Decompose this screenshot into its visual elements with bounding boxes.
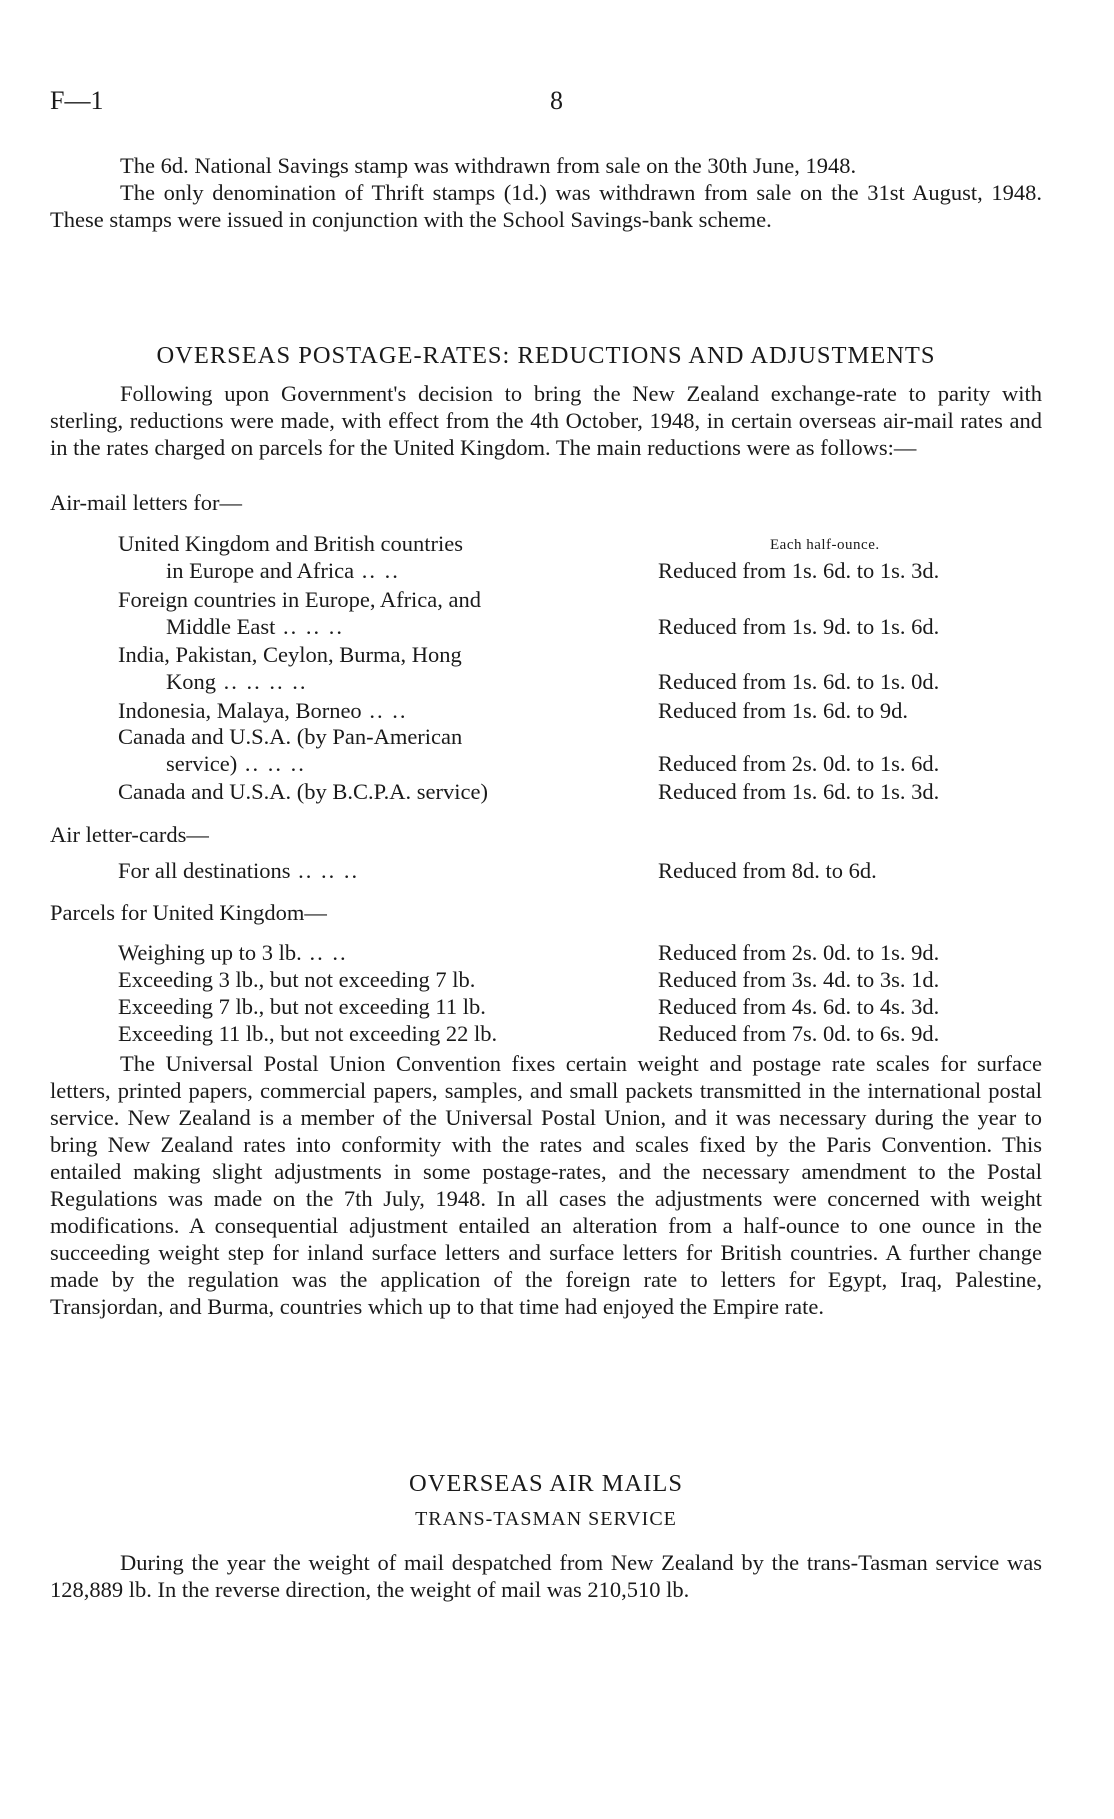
parcel-weight: Weighing up to 3 lb. xyxy=(118,940,302,965)
subheading-trans-tasman: TRANS-TASMAN SERVICE xyxy=(415,1508,677,1530)
rate-reduction: Reduced from 1s. 6d. to 1s. 3d. xyxy=(658,779,940,804)
rate-destination: India, Pakistan, Ceylon, Burma, Hong xyxy=(118,642,462,667)
rate-reduction: Reduced from 1s. 6d. to 9d. xyxy=(658,698,908,723)
letter-cards-label: Air letter-cards— xyxy=(50,822,209,847)
rate-destination: Canada and U.S.A. (by B.C.P.A. service) xyxy=(118,779,488,804)
trans-tasman-paragraph: During the year the weight of mail despatched from New Zealand by the trans-Tasman service was 128,889 lb. In the reverse direction, the weight of mail was 210,510 lb. xyxy=(50,1550,1042,1602)
leader-dots: .. .. .. xyxy=(290,858,360,883)
parcel-weight: Exceeding 3 lb., but not exceeding 7 lb. xyxy=(118,967,476,992)
postage-rates-intro xyxy=(50,380,1042,461)
rate-destination-cont: service) xyxy=(166,751,238,776)
leader-dots: .. .. .. xyxy=(275,614,344,639)
rate-destination: Foreign countries in Europe, Africa, and xyxy=(118,587,482,612)
page-number: 8 xyxy=(550,86,563,115)
leader-dots: .. .. xyxy=(361,698,408,723)
section-heading-postage-rates: OVERSEAS POSTAGE-RATES: REDUCTIONS AND ADJUSTMENTS xyxy=(156,342,936,369)
upu-convention-paragraph: The Universal Postal Union Convention fixes certain weight and postage rate scales for surface letters, printed papers, commercial papers, samples, and small packets transmitted in the international postal service. New Zealand is a member of the Universal Postal Union, and it was necessary during the year to bring New Zealand rates into conformity with the rates and scales fixed by the Paris Convention. This entailed making slight adjustments in some postage-rates, and the necessary amendment to the Postal Regulations was made on the 7th July, 1948. In all cases the adjustments were concerned with weight modifications. A consequential adjustment entailed an alteration from a half-ounce to one ounce in the succeeding weight step for inland surface letters and surface letters for British countries. A further change made by the regulation was the application of the foreign rate to letters for Egypt, Iraq, Palestine, Transjordan, and Burma, countries which up to that time had enjoyed the Empire rate. xyxy=(50,1051,1042,1319)
rate-destination: Canada and U.S.A. (by Pan-American xyxy=(118,724,463,749)
rate-destination: United Kingdom and British countries xyxy=(118,531,463,556)
leader-dots: .. .. .. xyxy=(237,751,306,776)
rate-reduction: Reduced from 1s. 6d. to 1s. 3d. xyxy=(658,558,940,583)
leader-dots: .. .. xyxy=(354,558,400,583)
rate-destination-cont: Middle East xyxy=(166,614,276,639)
rate-reduction: Reduced from 2s. 0d. to 1s. 9d. xyxy=(658,940,940,965)
rate-reduction: Reduced from 7s. 0d. to 6s. 9d. xyxy=(658,1021,940,1046)
rate-reduction: Reduced from 1s. 6d. to 1s. 0d. xyxy=(658,669,940,694)
trans-tasman-block xyxy=(50,1549,1042,1603)
exchange-rate-paragraph: Following upon Government's decision to bring the New Zealand exchange-rate to parity with sterling, reductions were made, with effect from the 4th October, 1948, in certain overseas air-mail rates and in the rates charged on parcels for the United Kingdom. The main reductions were as follows:— xyxy=(50,381,1042,460)
rate-reduction: Reduced from 1s. 9d. to 1s. 6d. xyxy=(658,614,940,639)
rate-destination: For all destinations xyxy=(118,858,291,883)
rate-destination-cont: Kong xyxy=(166,669,216,694)
parcels-label: Parcels for United Kingdom— xyxy=(50,900,327,925)
parcel-weight: Exceeding 7 lb., but not exceeding 11 lb. xyxy=(118,994,486,1019)
section-heading-air-mails: OVERSEAS AIR MAILS xyxy=(409,1470,683,1497)
leader-dots: .. .. xyxy=(301,940,348,965)
airmail-letters-label: Air-mail letters for— xyxy=(50,490,242,515)
report-code: F—1 xyxy=(50,86,104,115)
rate-reduction: Reduced from 4s. 6d. to 4s. 3d. xyxy=(658,994,940,1019)
leader-dots: .. .. .. .. xyxy=(216,669,308,694)
rate-reduction: Reduced from 2s. 0d. to 1s. 6d. xyxy=(658,751,940,776)
rate-destination: Indonesia, Malaya, Borneo xyxy=(118,698,362,723)
rate-reduction: Reduced from 8d. to 6d. xyxy=(658,858,877,883)
intro-paragraphs xyxy=(50,152,1042,233)
upu-convention-block xyxy=(50,1050,1042,1320)
rate-destination-cont: in Europe and Africa xyxy=(166,558,355,583)
rate-reduction: Reduced from 3s. 4d. to 3s. 1d. xyxy=(658,967,940,992)
parcel-weight: Exceeding 11 lb., but not exceeding 22 lb. xyxy=(118,1021,498,1046)
each-half-ounce-note: Each half-ounce. xyxy=(770,537,880,553)
savings-stamp-paragraph: The 6d. National Savings stamp was withdrawn from sale on the 30th June, 1948. xyxy=(120,153,857,178)
thrift-stamp-paragraph: The only denomination of Thrift stamps (1d.) was withdrawn from sale on the 31st August, 1948. These stamps were issued in conjunction with the School Savings-bank scheme. xyxy=(50,180,1042,232)
